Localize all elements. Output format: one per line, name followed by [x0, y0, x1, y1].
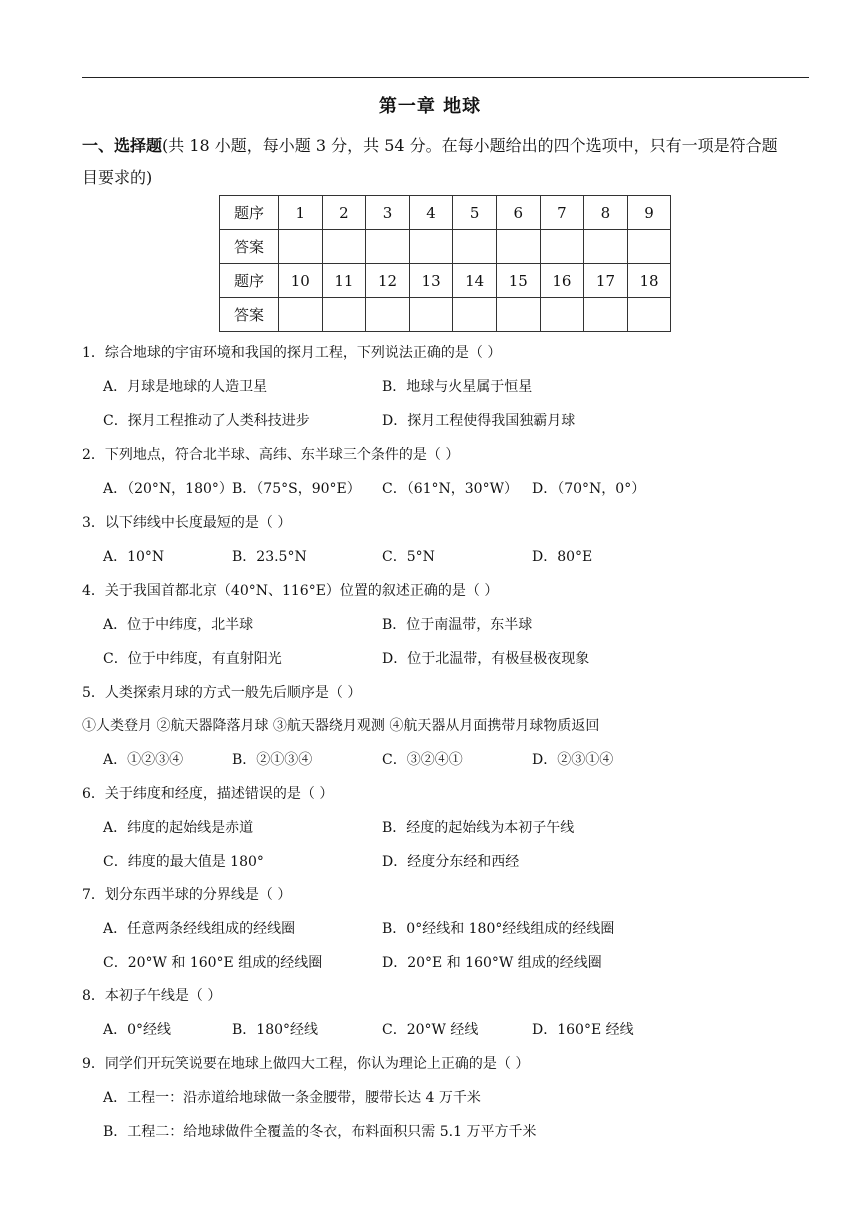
answer-cell[interactable] — [366, 298, 410, 332]
question-4-option-c[interactable]: C．位于中纬度，有直射阳光 — [103, 651, 282, 667]
question-1-option-a[interactable]: A．月球是地球的人造卫星 — [103, 379, 268, 395]
answer-label: 答案 — [220, 298, 279, 332]
question-2-option-c[interactable]: C．（61°N，30°W） — [382, 481, 518, 497]
question-5-option-d[interactable]: D．②③①④ — [532, 752, 614, 768]
section-heading: 一、选择题 — [82, 136, 163, 155]
question-number: 16 — [540, 264, 584, 298]
question-9-option-a[interactable]: A．工程一：沿赤道给地球做一条金腰带，腰带长达 4 万千米 — [103, 1090, 481, 1106]
question-number: 2 — [322, 196, 366, 230]
answer-cell[interactable] — [409, 230, 453, 264]
question-8-stem: 8．本初子午线是（ ） — [82, 988, 222, 1004]
answer-cell[interactable] — [496, 230, 540, 264]
question-4-option-b[interactable]: B．位于南温带，东半球 — [382, 617, 533, 633]
question-7-option-d[interactable]: D．20°E 和 160°W 组成的经线圈 — [382, 955, 602, 971]
question-4-stem: 4．关于我国首都北京（40°N、116°E）位置的叙述正确的是（ ） — [82, 583, 499, 599]
table-row — [220, 196, 671, 230]
question-8-option-d[interactable]: D．160°E 经线 — [532, 1022, 634, 1038]
question-6-stem: 6．关于纬度和经度，描述错误的是（ ） — [82, 786, 334, 802]
answer-cell[interactable] — [453, 298, 497, 332]
question-8-option-a[interactable]: A．0°经线 — [103, 1022, 172, 1038]
answer-cell[interactable] — [279, 298, 323, 332]
question-8-option-c[interactable]: C．20°W 经线 — [382, 1022, 479, 1038]
question-number: 7 — [540, 196, 584, 230]
chapter-title: 第一章 地球 — [378, 96, 482, 117]
question-number: 10 — [279, 264, 323, 298]
question-3-stem: 3．以下纬线中长度最短的是（ ） — [82, 515, 292, 531]
question-7-option-c[interactable]: C．20°W 和 160°E 组成的经线圈 — [103, 955, 323, 971]
answer-cell[interactable] — [366, 230, 410, 264]
answer-cell[interactable] — [627, 230, 671, 264]
answer-cell[interactable] — [627, 298, 671, 332]
question-1-option-c[interactable]: C．探月工程推动了人类科技进步 — [103, 413, 310, 429]
answer-cell[interactable] — [540, 298, 584, 332]
table-row — [220, 298, 671, 332]
answer-cell[interactable] — [279, 230, 323, 264]
question-number: 5 — [453, 196, 497, 230]
question-7-stem: 7．划分东西半球的分界线是（ ） — [82, 887, 292, 903]
answer-label: 答案 — [220, 230, 279, 264]
question-7-option-a[interactable]: A．任意两条经线组成的经线圈 — [103, 921, 296, 937]
answer-table — [219, 195, 671, 332]
question-2-option-b[interactable]: B．（75°S，90°E） — [232, 481, 361, 497]
question-2-option-d[interactable]: D．（70°N，0°） — [532, 481, 646, 497]
question-number: 1 — [279, 196, 323, 230]
question-4-option-a[interactable]: A．位于中纬度，北半球 — [103, 617, 254, 633]
question-8-option-b[interactable]: B．180°经线 — [232, 1022, 319, 1038]
question-2-option-a[interactable]: A．（20°N，180°） — [103, 481, 233, 497]
instruction-line-1: (共 18 小题，每小题 3 分，共 54 分。在每小题给出的四个选项中，只有一项是符合题 — [162, 136, 778, 155]
table-row — [220, 230, 671, 264]
question-5-option-a[interactable]: A．①②③④ — [103, 752, 184, 768]
question-1-stem: 1．综合地球的宇宙环境和我国的探月工程，下列说法正确的是（ ） — [82, 345, 502, 361]
answer-cell[interactable] — [584, 298, 628, 332]
question-9-stem: 9．同学们开玩笑说要在地球上做四大工程，你认为理论上正确的是（ ） — [82, 1056, 530, 1072]
question-1-option-d[interactable]: D．探月工程使得我国独霸月球 — [382, 413, 576, 429]
answer-cell[interactable] — [322, 298, 366, 332]
question-5-sequence-list: ①人类登月 ②航天器降落月球 ③航天器绕月观测 ④航天器从月面携带月球物质返回 — [82, 718, 600, 734]
question-number: 3 — [366, 196, 410, 230]
answer-cell[interactable] — [496, 298, 540, 332]
question-6-option-d[interactable]: D．经度分东经和西经 — [382, 854, 520, 870]
question-number: 12 — [366, 264, 410, 298]
answer-cell[interactable] — [453, 230, 497, 264]
question-6-option-b[interactable]: B．经度的起始线为本初子午线 — [382, 820, 575, 836]
question-4-option-d[interactable]: D．位于北温带，有极昼极夜现象 — [382, 651, 590, 667]
question-number: 15 — [496, 264, 540, 298]
question-6-option-a[interactable]: A．纬度的起始线是赤道 — [103, 820, 254, 836]
question-number: 13 — [409, 264, 453, 298]
answer-cell[interactable] — [409, 298, 453, 332]
order-label: 题序 — [220, 196, 279, 230]
order-label: 题序 — [220, 264, 279, 298]
question-5-option-c[interactable]: C．③②④① — [382, 752, 463, 768]
question-5-option-b[interactable]: B．②①③④ — [232, 752, 313, 768]
question-3-option-d[interactable]: D．80°E — [532, 549, 593, 565]
question-number: 14 — [453, 264, 497, 298]
question-number: 8 — [584, 196, 628, 230]
instruction-line-2: 目要求的) — [82, 168, 153, 187]
question-9-option-b[interactable]: B．工程二：给地球做件全覆盖的冬衣，布料面积只需 5.1 万平方千米 — [103, 1124, 537, 1140]
question-number: 9 — [627, 196, 671, 230]
question-5-stem: 5．人类探索月球的方式一般先后顺序是（ ） — [82, 685, 362, 701]
question-number: 18 — [627, 264, 671, 298]
answer-cell[interactable] — [540, 230, 584, 264]
question-3-option-c[interactable]: C．5°N — [382, 549, 435, 565]
section-instruction — [82, 130, 812, 194]
question-2-stem: 2．下列地点，符合北半球、高纬、东半球三个条件的是（ ） — [82, 447, 460, 463]
question-3-option-a[interactable]: A．10°N — [103, 549, 165, 565]
answer-cell[interactable] — [322, 230, 366, 264]
question-number: 6 — [496, 196, 540, 230]
question-1-option-b[interactable]: B．地球与火星属于恒星 — [382, 379, 533, 395]
question-3-option-b[interactable]: B．23.5°N — [232, 549, 307, 565]
header-rule — [82, 77, 809, 78]
question-number: 11 — [322, 264, 366, 298]
table-row — [220, 264, 671, 298]
question-7-option-b[interactable]: B．0°经线和 180°经线组成的经线圈 — [382, 921, 615, 937]
question-6-option-c[interactable]: C．纬度的最大值是 180° — [103, 854, 264, 870]
question-number: 4 — [409, 196, 453, 230]
answer-cell[interactable] — [584, 230, 628, 264]
question-number: 17 — [584, 264, 628, 298]
